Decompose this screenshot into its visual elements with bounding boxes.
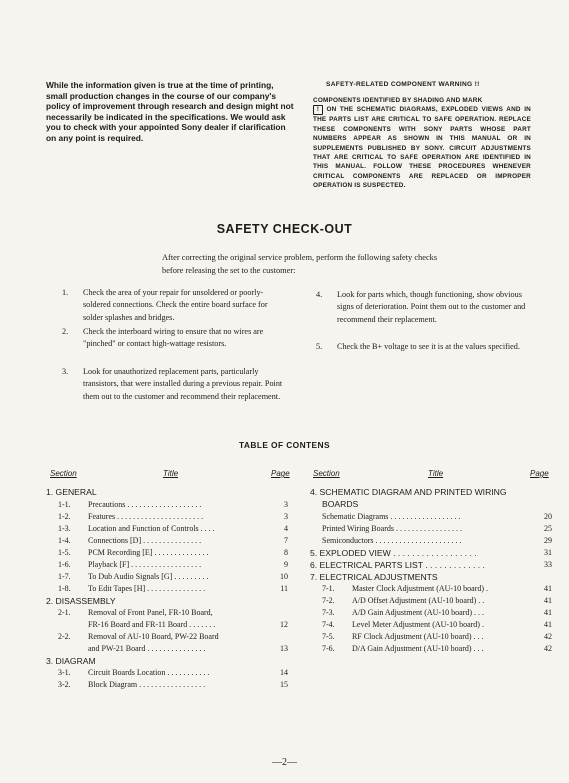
toc-entry-title: To Edit Tapes [H] . . . . . . . . . . . . . . . <box>88 584 206 593</box>
toc-entry-page: 42 <box>544 644 552 653</box>
toc-entry-title: Circuit Boards Location . . . . . . . . . . . <box>88 668 210 677</box>
toc-section-adjustments[interactable] <box>310 571 552 583</box>
toc-entry-page: 13 <box>280 644 288 653</box>
toc-entry-title: Schematic Diagrams . . . . . . . . . . . . . . . . . . <box>322 512 461 521</box>
toc-entry-number: 2-1. <box>58 608 71 617</box>
toc-entry-title: FR-16 Board and FR-11 Board . . . . . . . <box>88 620 216 629</box>
toc-section-label: 4. SCHEMATIC DIAGRAM AND PRINTED WIRING <box>310 487 507 497</box>
toc-heading: TABLE OF CONTENS <box>239 440 330 450</box>
toc-entry-number: 3-2. <box>58 680 71 689</box>
toc-entry[interactable] <box>322 595 552 607</box>
toc-entry-title: Master Clock Adjustment (AU-10 board) . <box>352 584 488 593</box>
toc-entry-page: 8 <box>284 548 288 557</box>
toc-entry[interactable] <box>322 631 552 643</box>
toc-entry-number: 7-1. <box>322 584 335 593</box>
toc-entry-number: 2-2. <box>58 632 71 641</box>
toc-entry-page: 9 <box>284 560 288 569</box>
toc-entry-title: Connections [D] . . . . . . . . . . . . . . . <box>88 536 202 545</box>
toc-entry-number: 1-3. <box>58 524 71 533</box>
toc-entry[interactable] <box>322 643 552 655</box>
toc-section-label: 3. DIAGRAM <box>46 656 96 666</box>
toc-entry[interactable] <box>322 607 552 619</box>
safety-checkout-intro: After correcting the original service problem, perform the following safety checks before releasing the set to the customer: <box>162 253 438 275</box>
toc-section-diagram[interactable] <box>46 655 288 667</box>
toc-col-title-left: Title <box>163 469 179 478</box>
toc-entry-page: 3 <box>284 500 288 509</box>
toc-entry[interactable] <box>322 619 552 631</box>
toc-entry-title: A/D Offset Adjustment (AU-10 board) . . <box>352 596 485 605</box>
toc-entry-page: 41 <box>544 620 552 629</box>
toc-section-schematic-cont <box>322 498 554 510</box>
toc-entry[interactable] <box>58 679 288 691</box>
toc-entry-page: 11 <box>280 584 288 593</box>
toc-col-section-left: Section <box>50 469 77 478</box>
toc-entry-number: 7-3. <box>322 608 335 617</box>
check-text: Check the B+ voltage to see it is at the values specified. <box>337 342 520 351</box>
toc-entry[interactable] <box>58 607 288 619</box>
warning-title: SAFETY-RELATED COMPONENT WARNING !! <box>326 81 480 88</box>
toc-entry-title: Precautions . . . . . . . . . . . . . . . . . . . <box>88 500 202 509</box>
toc-entry-number: 1-5. <box>58 548 71 557</box>
toc-section-exploded[interactable] <box>310 547 552 559</box>
toc-entry-page: 41 <box>544 596 552 605</box>
safety-checkout-heading: SAFETY CHECK-OUT <box>216 222 353 236</box>
toc-entry[interactable] <box>322 523 552 535</box>
toc-entry-page: 15 <box>280 680 288 689</box>
toc-entry[interactable] <box>58 535 288 547</box>
toc-entry-number: 1-4. <box>58 536 71 545</box>
toc-section-label: 1. GENERAL <box>46 487 97 497</box>
check-text: Check the area of your repair for unsoldered or poorly-soldered connections. Check the entire board surface for solder splashes and bridges. <box>83 288 268 322</box>
toc-section-general[interactable] <box>46 486 288 498</box>
toc-section-label: BOARDS <box>322 499 359 509</box>
check-item <box>62 366 288 403</box>
toc-entry-number: 1-1. <box>58 500 71 509</box>
toc-entry-title: Block Diagram . . . . . . . . . . . . . . . . . <box>88 680 206 689</box>
toc-entry[interactable] <box>58 619 288 631</box>
toc-section-disassembly[interactable] <box>46 595 288 607</box>
check-text: Look for unauthorized replacement parts, particularly transistors, that were installed during a previous repair. Point them out to the customer and recommend their replacement. <box>83 367 283 401</box>
toc-entry[interactable] <box>58 523 288 535</box>
check-number: 1. <box>62 288 69 297</box>
toc-entry-page: 25 <box>544 524 552 533</box>
toc-entry-page: 29 <box>544 536 552 545</box>
toc-entry-page: 20 <box>544 512 552 521</box>
check-number: 5. <box>316 342 323 351</box>
toc-entry-number: 7-2. <box>322 596 335 605</box>
check-text: Check the interboard wiring to ensure that no wires are "pinched" or contact high-wattage resistors. <box>83 327 264 349</box>
toc-section-label: 2. DISASSEMBLY <box>46 596 116 606</box>
warning-body <box>313 96 531 191</box>
toc-entry-title: To Dub Audio Signals [G] . . . . . . . . . <box>88 572 209 581</box>
toc-entry[interactable] <box>58 571 288 583</box>
toc-entry-page: 41 <box>544 584 552 593</box>
toc-entry-number: 1-7. <box>58 572 71 581</box>
toc-entry-title: Removal of Front Panel, FR-10 Board, <box>88 608 213 617</box>
toc-entry[interactable] <box>58 643 288 655</box>
toc-entry-title: Semiconductors . . . . . . . . . . . . . . . . . . . . . . <box>322 536 462 545</box>
toc-section-parts-list[interactable] <box>310 559 552 571</box>
toc-entry[interactable] <box>58 511 288 523</box>
toc-entry-title: Removal of AU-10 Board, PW-22 Board <box>88 632 219 641</box>
toc-entry-number: 1-2. <box>58 512 71 521</box>
warning-body-post: ON THE SCHEMATIC DIAGRAMS, EXPLODED VIEWS AND IN THE PARTS LIST ARE CRITICAL TO SAFE OPERATION. REPLACE THESE COMPONENTS WITH SONY PARTS WHOSE PART NUMBERS APPEAR AS SHOWN IN THIS MANUAL OR IN SUPPLEMENTS PUBLISHED BY SONY. CIRCUIT ADJUSTMENTS THAT ARE CRITICAL TO SAFE OPERATION ARE IDENTIFIED IN THIS MANUAL. FOLLOW THESE PROCEDURES WHENEVER CRITICAL COMPONENTS ARE REPLACED OR IMPROPER OPERATION IS SUSPECTED. <box>313 106 531 190</box>
toc-col-title-right: Title <box>428 469 444 478</box>
toc-entry[interactable] <box>58 583 288 595</box>
toc-entry-page: 10 <box>280 572 288 581</box>
toc-entry-title: D/A Gain Adjustment (AU-10 board) . . . <box>352 644 484 653</box>
toc-col-section-right: Section <box>313 469 340 478</box>
check-number: 4. <box>316 290 323 299</box>
toc-entry[interactable] <box>322 535 552 547</box>
check-item <box>62 326 288 351</box>
toc-entry-page: 4 <box>284 524 288 533</box>
toc-entry-page: 3 <box>284 512 288 521</box>
toc-entry-number: 7-5. <box>322 632 335 641</box>
toc-section-page: 31 <box>544 548 552 557</box>
check-number: 2. <box>62 327 69 336</box>
toc-entry-page: 42 <box>544 632 552 641</box>
toc-entry[interactable] <box>58 547 288 559</box>
toc-col-page-right: Page <box>530 469 549 478</box>
toc-entry[interactable] <box>58 559 288 571</box>
toc-entry-number: 3-1. <box>58 668 71 677</box>
toc-entry-number: 1-6. <box>58 560 71 569</box>
toc-entry-page: 7 <box>284 536 288 545</box>
check-item <box>62 287 288 324</box>
toc-entry-title: Location and Function of Controls . . . . <box>88 524 215 533</box>
toc-entry-number: 7-4. <box>322 620 335 629</box>
toc-entry-title: and PW-21 Board . . . . . . . . . . . . . . . <box>88 644 206 653</box>
check-item <box>316 341 532 353</box>
toc-entry-title: Playback [F] . . . . . . . . . . . . . . . . . . <box>88 560 202 569</box>
toc-entry[interactable] <box>322 511 552 523</box>
toc-section-schematic[interactable] <box>310 486 554 498</box>
toc-entry-page: 41 <box>544 608 552 617</box>
toc-entry-title: Level Meter Adjustment (AU-10 board) . <box>352 620 484 629</box>
toc-entry-title: PCM Recording [E] . . . . . . . . . . . . . . <box>88 548 209 557</box>
toc-entry-title: RF Clock Adjustment (AU-10 board) . . . <box>352 632 484 641</box>
toc-entry[interactable] <box>58 631 288 643</box>
toc-entry[interactable] <box>58 499 288 511</box>
warning-body-pre: COMPONENTS IDENTIFIED BY SHADING AND MARK <box>313 97 483 104</box>
disclaimer-text: While the information given is true at the time of printing, small production changes in the course of our company's policy of improvement through research and design might not necessarily be indicated in the specifications. We would ask you to check with your appointed Sony dealer if clarification on any point is required. <box>46 80 294 143</box>
toc-entry-title: Printed Wiring Boards . . . . . . . . . . . . . . . . . <box>322 524 462 533</box>
toc-section-label: 7. ELECTRICAL ADJUSTMENTS <box>310 572 438 582</box>
toc-col-page-left: Page <box>271 469 290 478</box>
toc-entry-page: 14 <box>280 668 288 677</box>
toc-entry-number: 1-8. <box>58 584 71 593</box>
toc-section-label: 5. EXPLODED VIEW . . . . . . . . . . . . . . . . . . <box>310 548 477 558</box>
toc-entry[interactable] <box>322 583 552 595</box>
toc-section-page: 33 <box>544 560 552 569</box>
toc-entry-page: 12 <box>280 620 288 629</box>
toc-entry-title: A/D Gain Adjustment (AU-10 board) . . . <box>352 608 484 617</box>
toc-entry[interactable] <box>58 667 288 679</box>
check-item <box>316 289 532 326</box>
toc-entry-title: Features . . . . . . . . . . . . . . . . . . . . . . <box>88 512 204 521</box>
check-number: 3. <box>62 367 69 376</box>
check-text: Look for parts which, though functioning, show obvious signs of deterioration. Point them out to the customer and recommend their replacement. <box>337 290 526 324</box>
page-number: —2— <box>272 757 297 768</box>
toc-entry-number: 7-6. <box>322 644 335 653</box>
warning-triangle-icon: ! <box>313 105 323 115</box>
toc-section-label: 6. ELECTRICAL PARTS LIST . . . . . . . . . . . . . <box>310 560 485 570</box>
